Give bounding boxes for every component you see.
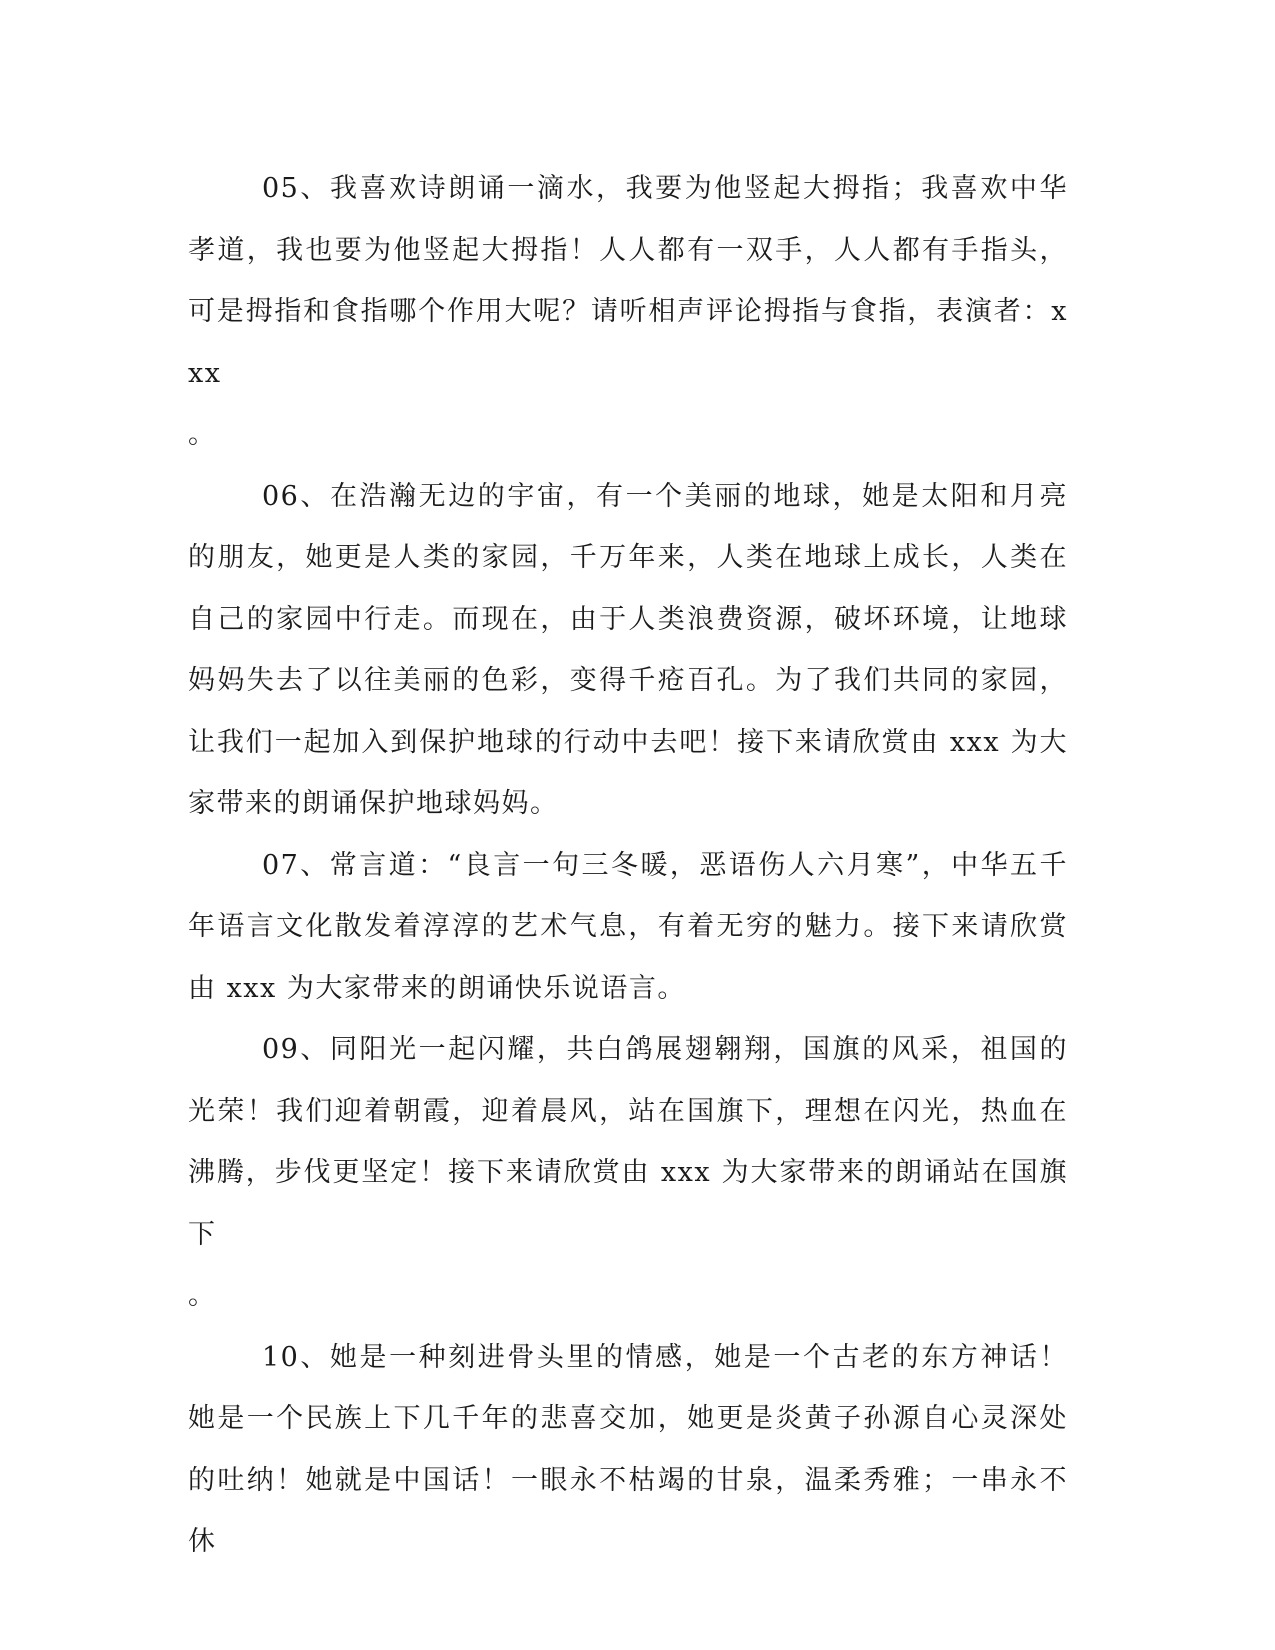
paragraph-05: 05、我喜欢诗朗诵一滴水，我要为他竖起大拇指；我喜欢中华孝道，我也要为他竖起大拇指！人人都有一双手，人人都有手指头，可是拇指和食指哪个作用大呢？请听相声评论拇指与食指，表演者：xxx 。 <box>188 173 1068 450</box>
paragraph-07: 07、常言道：“良言一句三冬暖，恶语伤人六月寒”，中华五千年语言文化散发着淳淳的艺术气息，有着无穷的魅力。接下来请欣赏由 xxx 为大家带来的朗诵快乐说语言。 <box>188 849 1068 1004</box>
paragraph-10: 10、她是一种刻进骨头里的情感，她是一个古老的东方神话！她是一个民族上下几千年的悲喜交加，她更是炎黄子孙源自心灵深处的吐纳！她就是中国话！一眼永不枯竭的甘泉，温柔秀雅；一串永不休 <box>188 1341 1068 1557</box>
paragraph-06: 06、在浩瀚无边的宇宙，有一个美丽的地球，她是太阳和月亮的朋友，她更是人类的家园，千万年来，人类在地球上成长，人类在自己的家园中行走。而现在，由于人类浪费资源，破坏环境，让地球妈妈失去了以往美丽的色彩，变得千疮百孔。为了我们共同的家园，让我们一起加入到保护地球的行动中去吧！接下来请欣赏由 xxx 为大家带来的朗诵保护地球妈妈。 <box>188 480 1068 819</box>
paragraph-09: 09、同阳光一起闪耀，共白鸽展翅翱翔，国旗的风采，祖国的光荣！我们迎着朝霞，迎着晨风，站在国旗下，理想在闪光，热血在沸腾，步伐更坚定！接下来请欣赏由 xxx 为大家带来的朗诵站在国旗下 。 <box>188 1034 1068 1311</box>
document-body <box>188 158 1068 1573</box>
